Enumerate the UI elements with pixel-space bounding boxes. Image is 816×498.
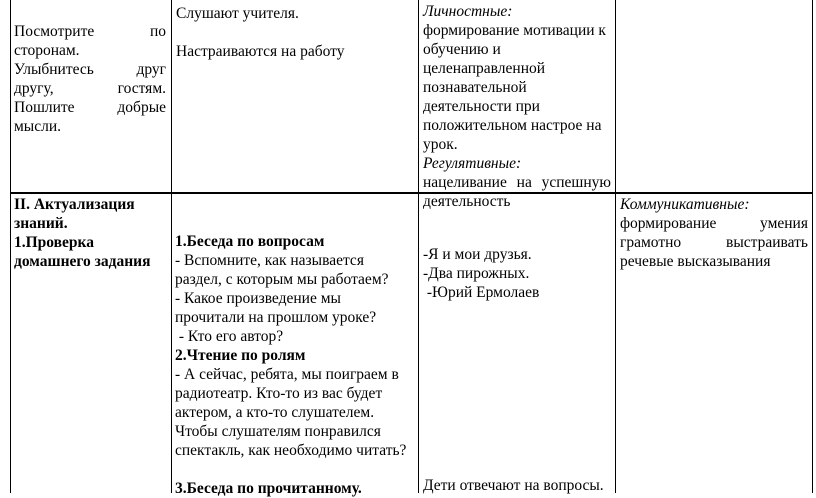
text-line: - Кто его автор? <box>175 328 284 345</box>
row2-col2-cell <box>175 232 415 498</box>
column-divider-2 <box>418 0 419 493</box>
answer-line: -Я и мои друзья. <box>423 246 532 263</box>
text-line: обучению и <box>423 41 501 58</box>
text-line: Настраиваются на работу <box>176 43 345 60</box>
text-line: радиотеатр. Кто-то из вас будет <box>175 385 383 402</box>
communicative-label: Коммуникативные: <box>620 196 750 213</box>
text-line: Улыбнитесь друг <box>14 61 166 78</box>
text-line: нацеливание на успешную <box>423 174 611 191</box>
text-line: грамотно выстраивать <box>620 234 808 251</box>
stage-subtitle: домашнего задания <box>14 253 151 270</box>
text-line: актером, а кто-то слушателем. <box>175 404 375 421</box>
stage-title: II. Актуализация <box>14 196 135 213</box>
text-line: урок. <box>423 136 458 153</box>
text-line: Пошлите добрые <box>14 99 166 116</box>
section-heading: 1.Беседа по вопросам <box>175 233 325 250</box>
text-line: Чтобы слушателям понравился <box>175 423 381 440</box>
text-line: Слушают учителя. <box>176 5 299 22</box>
column-divider-3 <box>615 0 616 493</box>
text-line: речевые высказывания <box>620 253 771 270</box>
row2-col3-cell <box>423 245 611 302</box>
text-line: прочитали на прошлом уроке? <box>175 309 377 326</box>
section-heading: 2.Чтение по ролям <box>175 347 306 364</box>
text-line: Дети отвечают на вопросы. <box>423 477 604 494</box>
text-line: формирование мотивации к <box>423 22 606 39</box>
text-line: раздел, с которым мы работаем? <box>175 271 389 288</box>
text-line: мысли. <box>14 118 62 135</box>
row2-col4-cell <box>620 195 808 271</box>
text-line: познавательной <box>423 79 527 96</box>
row1-col1-cell <box>14 22 166 136</box>
table-border-right <box>812 0 813 493</box>
row2-col1-cell <box>14 195 166 271</box>
table-border-left <box>10 0 11 493</box>
answer-line: -Два пирожных. <box>423 265 530 282</box>
row-divider <box>10 192 813 194</box>
row1-col3-cell <box>423 2 611 211</box>
stage-subtitle: 1.Проверка <box>14 234 94 251</box>
text-line: деятельность <box>423 193 511 210</box>
answer-line: -Юрий Ермолаев <box>423 284 540 301</box>
spacer <box>175 460 415 479</box>
row2-col3-bottom <box>423 476 611 495</box>
text-line: спектакль, как необходимо читать? <box>175 442 407 459</box>
personal-label: Личностные: <box>423 3 513 20</box>
text-line: - Вспомните, как называется <box>175 252 364 269</box>
text-line: деятельности при <box>423 98 540 115</box>
text-line <box>176 23 414 42</box>
text-line: положительном настрое на <box>423 117 602 134</box>
text-line: целенаправленной <box>423 60 546 77</box>
text-line: Посмотрите по <box>14 23 166 40</box>
text-line: другу, гостям. <box>14 80 166 97</box>
text-line: - Какое произведение мы <box>175 290 341 307</box>
text-line: сторонам. <box>14 42 80 59</box>
stage-title: знаний. <box>14 215 68 232</box>
text-line: - А сейчас, ребята, мы поиграем в <box>175 366 399 383</box>
column-divider-1 <box>171 0 172 493</box>
section-heading: 3.Беседа по прочитанному. <box>175 480 362 497</box>
regulatory-label: Регулятивные: <box>423 155 522 172</box>
row1-col2-cell <box>176 4 414 61</box>
text-line: формирование умения <box>620 215 808 232</box>
